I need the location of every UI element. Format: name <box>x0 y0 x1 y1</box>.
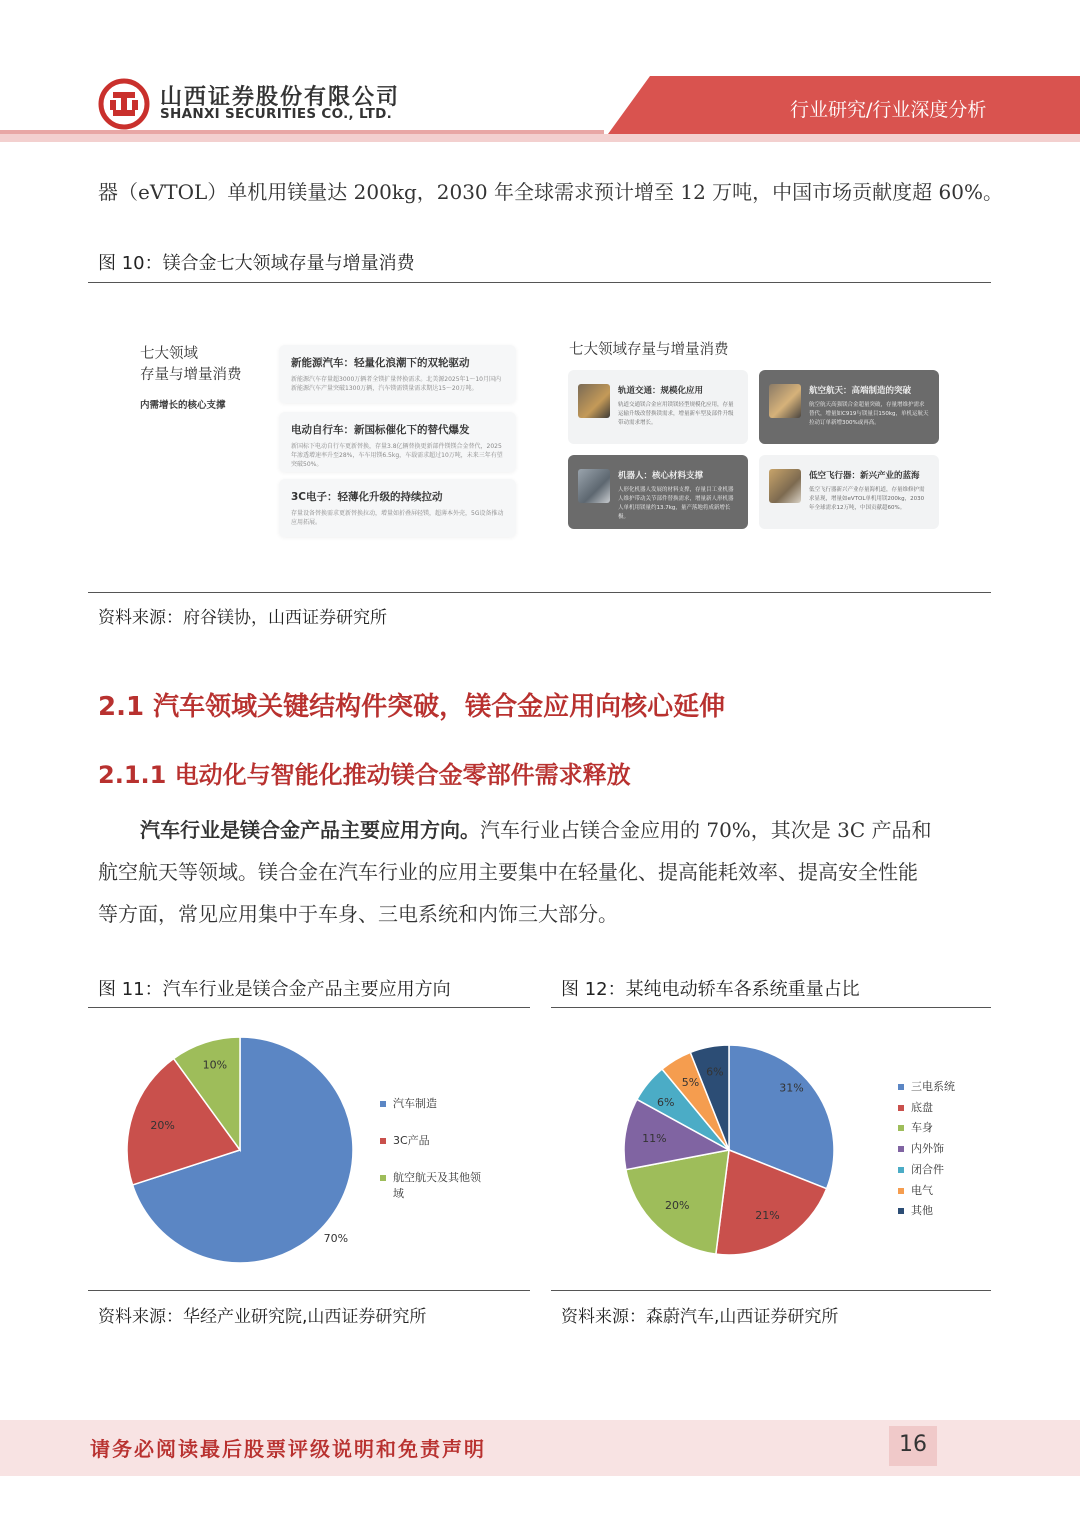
pie-data-label: 6% <box>657 1095 675 1109</box>
pie-data-label: 20% <box>150 1118 175 1132</box>
legend-label: 域 <box>393 1187 404 1200</box>
company-name-en: SHANXI SECURITIES CO., LTD. <box>160 106 393 122</box>
figure10-right-heading: 七大领域存量与增量消费 <box>569 342 729 358</box>
figure11-top-rule <box>88 1007 530 1008</box>
figure10-tile-body: 轨道交通镁合金应用镁镁轻型规模化应用，存量运输升级改替换镁需求，增量新车型及部件升级带动需求增长。 <box>618 402 734 426</box>
figure12-pie-chart <box>614 1035 844 1265</box>
figure10-source: 资料来源：府谷镁协，山西证券研究所 <box>98 608 387 628</box>
figure10-tile-body: 航空航天高强镁合金超量突破，存量增维护需求替代，增量如C919与镁量目150kg，单机运航天拉动订单新增300%或再高。 <box>809 402 929 426</box>
figure10-tile-title: 轨道交通：规模化应用 <box>618 386 704 396</box>
body-paragraph <box>98 809 988 935</box>
figure10-tile-title: 航空航天：高端制造的突破 <box>809 386 912 396</box>
figure12-legend <box>898 1078 988 1228</box>
figure10-tile-body: 人形化机器人发展的材料支撑，存量目工业机器人维护带动关节部件替换需求，增量新人形机器人单机用镁量约13.7kg，量产落地将成新增长极。 <box>618 487 734 520</box>
header-banner <box>0 0 1080 150</box>
legend-item <box>898 1182 933 1198</box>
legend-swatch <box>898 1125 904 1131</box>
train-image-icon <box>578 384 610 418</box>
evtol-image-icon <box>769 469 801 503</box>
legend-swatch <box>380 1138 386 1144</box>
figure11-source: 资料来源：华经产业研究院,山西证券研究所 <box>98 1307 427 1327</box>
paragraph-line-1-rest: 汽车行业占镁合金应用的 70%，其次是 3C 产品和 <box>480 818 932 842</box>
figure11-pie-chart <box>120 1030 360 1270</box>
figure10-card-body: 存量设备替换需求更新替换拉动，增量如折叠屏轻镁，超薄本外壳，5G设备推动应用拓展。 <box>291 510 504 526</box>
footer-disclaimer: 请务必阅读最后股票评级说明和免责声明 <box>90 1437 486 1461</box>
legend-label: 内外饰 <box>911 1142 944 1156</box>
section-2-1-1-heading: 2.1.1 电动化与智能化推动镁合金零部件需求释放 <box>98 761 631 789</box>
figure10-tile <box>759 455 939 529</box>
figure10-card-body: 新国标下电动自行车更新替换，存量3.8亿辆替换更新部件镁镁合金替代，2025年渗透增速率升至28%，车车用镁6.5kg，车载需求超过10万吨，未来三年有望突破50%。 <box>291 443 503 468</box>
section-2-1-heading: 2.1 汽车领域关键结构件突破，镁合金应用向核心延伸 <box>98 692 726 722</box>
figure11-legend <box>380 1095 520 1215</box>
company-logo-icon <box>98 78 150 130</box>
figure10-card <box>279 412 516 472</box>
legend-label: 车身 <box>911 1121 933 1135</box>
figure12-bottom-rule <box>551 1290 991 1291</box>
figure12-top-rule <box>551 1007 991 1008</box>
figure11-title: 图 11：汽车行业是镁合金产品主要应用方向 <box>98 979 451 1000</box>
legend-swatch <box>898 1146 904 1152</box>
figure10-title: 图 10：镁合金七大领域存量与增量消费 <box>98 253 415 274</box>
pie-data-label: 11% <box>642 1132 667 1146</box>
paragraph-line-1 <box>98 809 988 851</box>
figure10-top-rule <box>88 282 991 283</box>
figure10-left-heading-line2: 存量与增量消费 <box>140 367 242 383</box>
figure10-tile-title: 低空飞行器：新兴产业的蓝海 <box>809 471 920 481</box>
figure10-card-title: 新能源汽车：轻量化浪潮下的双轮驱动 <box>291 357 470 369</box>
pie-data-label: 10% <box>202 1058 228 1072</box>
legend-swatch <box>898 1105 904 1111</box>
legend-swatch <box>898 1167 904 1173</box>
figure12-title: 图 12：某纯电动轿车各系统重量占比 <box>561 979 860 1000</box>
legend-label: 航空航天及其他领 <box>393 1171 481 1184</box>
legend-item <box>898 1078 955 1094</box>
legend-item <box>898 1099 933 1115</box>
paragraph-lead: 汽车行业是镁合金产品主要应用方向。 <box>140 818 480 842</box>
legend-label: 闭合件 <box>911 1162 944 1176</box>
figure10-bottom-rule <box>88 592 991 593</box>
legend-item <box>898 1119 933 1135</box>
pie-data-label: 70% <box>323 1231 349 1245</box>
figure10-tile-title: 机器人：核心材料支撑 <box>618 471 704 481</box>
figure10-card <box>279 479 516 537</box>
figure10-tile <box>568 370 748 444</box>
legend-swatch <box>380 1175 386 1181</box>
figure10-tile-body: 低空飞行器新兴产业存量海机道，存量维修护需求显现，增量如eVTOL单机用镁200kg，2030年全球需求12万吨，中国贡献超60%。 <box>809 487 925 511</box>
legend-label: 底盘 <box>911 1100 933 1114</box>
legend-item <box>380 1132 430 1148</box>
figure12-source: 资料来源：森蔚汽车,山西证券研究所 <box>561 1307 839 1327</box>
pie-data-label: 31% <box>779 1081 804 1095</box>
legend-item <box>898 1140 944 1156</box>
legend-item <box>380 1095 437 1111</box>
figure10-tile <box>568 455 748 529</box>
legend-item <box>898 1202 933 1218</box>
pie-data-label: 5% <box>681 1075 700 1089</box>
legend-label: 三电系统 <box>911 1080 955 1093</box>
pie-data-label: 21% <box>755 1209 780 1223</box>
paragraph-line-2: 航空航天等领域。镁合金在汽车行业的应用主要集中在轻量化、提高能耗效率、提高安全性能 <box>98 860 918 884</box>
legend-label: 3C产品 <box>393 1134 430 1147</box>
legend-label: 电气 <box>911 1183 933 1197</box>
figure10-tile <box>759 370 939 444</box>
figure10-card-title: 3C电子：轻薄化升级的持续拉动 <box>291 491 443 503</box>
legend-item <box>380 1169 481 1201</box>
figure10-left-heading-line1: 七大领域 <box>140 346 198 362</box>
figure10-card-title: 电动自行车：新国标催化下的替代爆发 <box>291 424 470 436</box>
legend-swatch <box>898 1208 904 1214</box>
paragraph-line-3: 等方面，常见应用集中于车身、三电系统和内饰三大部分。 <box>98 902 618 926</box>
pie-data-label: 20% <box>665 1199 690 1213</box>
intro-line: 器（eVTOL）单机用镁量达 200kg，2030 年全球需求预计增至 12 万吨，中国市场贡献度超 60%。 <box>98 180 1003 204</box>
page-number: 16 <box>899 1432 927 1457</box>
figure10-card-body: 新能源汽车存量超3000万辆者全镁扩量替换需求。北美源2025年1～10月国内新能源汽车产量突破1300万辆，汽车镁需镁量需求期达15～20万吨。 <box>291 376 501 392</box>
report-category: 行业研究/行业深度分析 <box>790 99 987 121</box>
figure10-left-heading <box>140 344 242 386</box>
legend-label: 其他 <box>911 1204 933 1218</box>
figure11-bottom-rule <box>88 1290 530 1291</box>
legend-item <box>898 1161 944 1177</box>
company-name-cn: 山西证券股份有限公司 <box>160 85 401 110</box>
figure10-card <box>279 345 516 403</box>
figure10-left-subheading: 内需增长的核心支撑 <box>140 400 226 411</box>
aircraft-image-icon <box>769 384 801 418</box>
legend-label: 汽车制造 <box>393 1097 437 1110</box>
robot-image-icon <box>578 469 610 503</box>
pie-data-label: 6% <box>706 1065 724 1079</box>
legend-swatch <box>898 1188 904 1194</box>
legend-swatch <box>898 1084 904 1090</box>
legend-swatch <box>380 1101 386 1107</box>
